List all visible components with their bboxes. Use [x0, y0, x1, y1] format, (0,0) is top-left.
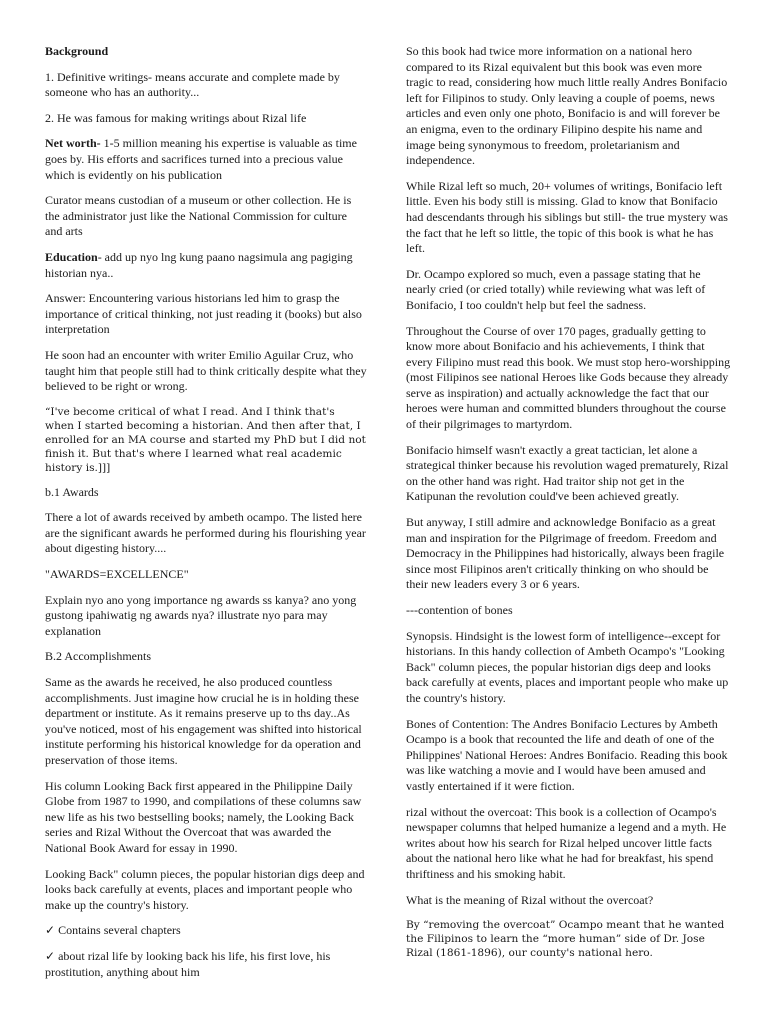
- paragraph-curator: Curator means custodian of a museum or other collection. He is the administrator just like the National Commission for culture and arts: [45, 193, 352, 239]
- paragraph-definitive-writings: 1. Definitive writings- means accurate and complete made by someone who has an authority...: [45, 69, 340, 100]
- paragraph-rizal-without-overcoat: rizal without the overcoat: This book is a collection of Ocampo's newspaper columns that helped humanize a legend and a myth. He writes about how his search for Rizal helped uncover little facts about the national hero like what he had for breakfast, his spend thriftiness and his smoking habit.: [406, 804, 727, 881]
- paragraph-bones-of-contention: Bones of Contention: The Andres Bonifacio Lectures by Ambeth Ocampo is a book that recounted the life and death of one of the Philippines' National Heroes: Andres Bonifacio. Reading this book was like watching a movie and I would have been amused and vastly entertained if it were fiction.: [406, 716, 728, 793]
- paragraph-net-worth: Net worth- 1-5 million meaning his expertise is valuable as time goes by. His efforts and sacrifices turned into a precious value which is evidently on his publication: [45, 136, 357, 182]
- awards-excellence: "AWARDS=EXCELLENCE": [45, 567, 189, 582]
- question-overcoat-meaning: What is the meaning of Rizal without the overcoat?: [406, 892, 654, 907]
- paragraph-ocampo-explored: Dr. Ocampo explored so much, even a passage stating that he nearly cried (or cried totally) while reviewing what was left of Bonifacio, I too couldn't help but feel the sadness.: [406, 266, 706, 312]
- right-column: [406, 44, 731, 970]
- checkmark-icon: ✓: [45, 948, 56, 963]
- quote-paragraph: “I've become critical of what I read. And I think that's when I started becoming a historian. And then after that, I enrolled for an MA course and started my PhD but I did not finish it. But that's where I learned what real academic history is.]]]: [45, 405, 366, 474]
- paragraph-rizal-writings: 2. He was famous for making writings about Rizal life: [45, 110, 307, 125]
- accomplishments-subheading: B.2 Accomplishments: [45, 649, 151, 664]
- paragraph-accomplishments: Same as the awards he received, he also produced countless accomplishments. Just imagine how crucial he is in holding these department or institute. As it remains preserve up to ths day..As you've noticed, most of his engagement was shifted into historical institute performing his historical knowledge for da operation and preservation of those items.: [45, 675, 362, 767]
- paragraph-education: Education- add up nyo lng kung paano nagsimula ang pagiging historian nya..: [45, 249, 353, 280]
- paragraph-tactician: Bonifacio himself wasn't exactly a great tactician, let alone a strategical thinker because his revolution waged prematurely, Rizal on the other hand was right. Had traitor ship not get in the Katipunan the revolution could've been achieved greatly.: [406, 442, 729, 504]
- paragraph-admire: But anyway, I still admire and acknowledge Bonifacio as a great man and inspiration for the Pilgrimage of freedom. Freedom and Democracy in the Philippines had historically, always been fragile since most Filipinos aren't critically thinking on who should be their new leaders every 3 or 6 years.: [406, 515, 725, 592]
- paragraph-looking-back-column: His column Looking Back first appeared in the Philippine Daily Globe from 1987 to 1990, and compilations of these columns saw new life as his two bestselling books; namely, the Looking Back series and Rizal Without the Overcoat that was awarded the National Book Award for essay in 1990.: [45, 778, 362, 855]
- paragraph-twice-information: So this book had twice more information on a national hero compared to its Rizal equivalent but this book was even more tragic to read, considering how much little really Andres Bonifacio left for Filipinos to study. Only leaving a couple of poems, news articles and even only one photo, Bonifacio is and will forever be an enigma, even to the ordinary Filipino despite his name and image being synonymous to freedom, proletarianism and independence.: [406, 44, 728, 168]
- checklist-item-rizal-life: ✓ about rizal life by looking back his life, his first love, his prostitution, anything about him: [45, 948, 331, 979]
- paragraph-answer: Answer: Encountering various historians led him to grasp the importance of critical thinking, not just reading it (books) but also interpretation: [45, 291, 362, 337]
- paragraph-emilio-cruz: He soon had an encounter with writer Emilio Aguilar Cruz, who taught him that people still had to think critically despite what they believed to be right or wrong.: [45, 347, 367, 394]
- checklist-item-chapters: ✓ Contains several chapters: [45, 923, 181, 938]
- left-column: [45, 44, 367, 990]
- paragraph-synopsis: Synopsis. Hindsight is the lowest form of intelligence--except for historians. In this handy collection of Ambeth Ocampo's "Looking Back" column pieces, the popular historian digs deep and looks back carefully at events, places and important people who make up the country's history.: [406, 628, 729, 705]
- background-heading: Background: [45, 44, 109, 58]
- awards-subheading: b.1 Awards: [45, 484, 99, 499]
- paragraph-rizal-left-much: While Rizal left so much, 20+ volumes of writings, Bonifacio left little. Even his body still is missing. Glad to know that Bonifacio had descendants through his siblings but still- the true mystery was the fact that he left so little, the topic of this book is what he has left.: [406, 178, 728, 256]
- education-label: Education: [45, 249, 98, 264]
- paragraph-looking-back-pieces: Looking Back" column pieces, the popular historian digs deep and looks back carefully at events, places and important people who make up the country's history.: [45, 866, 365, 912]
- contention-of-bones-heading: ---contention of bones: [406, 603, 513, 617]
- paragraph-170-pages: Throughout the Course of over 170 pages, gradually getting to know more about Bonifacio and his achievements, I think that every Filipino must read this book. We must stop hero-worshipping (most Filipinos see national Heroes like Gods because they already serve as inspiration) and actually acknowledge the fact that our heroes were human and committed blunders throughout the course of their pilgrimages to martyrdom.: [406, 323, 731, 432]
- paragraph-awards: There a lot of awards received by ambeth ocampo. The listed here are the significant awards he performed during his flourishing year about digesting history....: [45, 510, 366, 556]
- paragraph-removing-overcoat: By “removing the overcoat” Ocampo meant that he wanted the Filipinos to learn the “more human” side of Dr. Jose Rizal (1861-1896), our county's national hero.: [406, 919, 725, 960]
- net-worth-label: Net worth-: [45, 136, 101, 151]
- checkmark-icon: ✓: [45, 923, 56, 938]
- paragraph-explain: Explain nyo ano yong importance ng awards ss kanya? ano yong gustong ipahiwatig ng awards nya? illustrate nyo para may explanation: [45, 592, 357, 638]
